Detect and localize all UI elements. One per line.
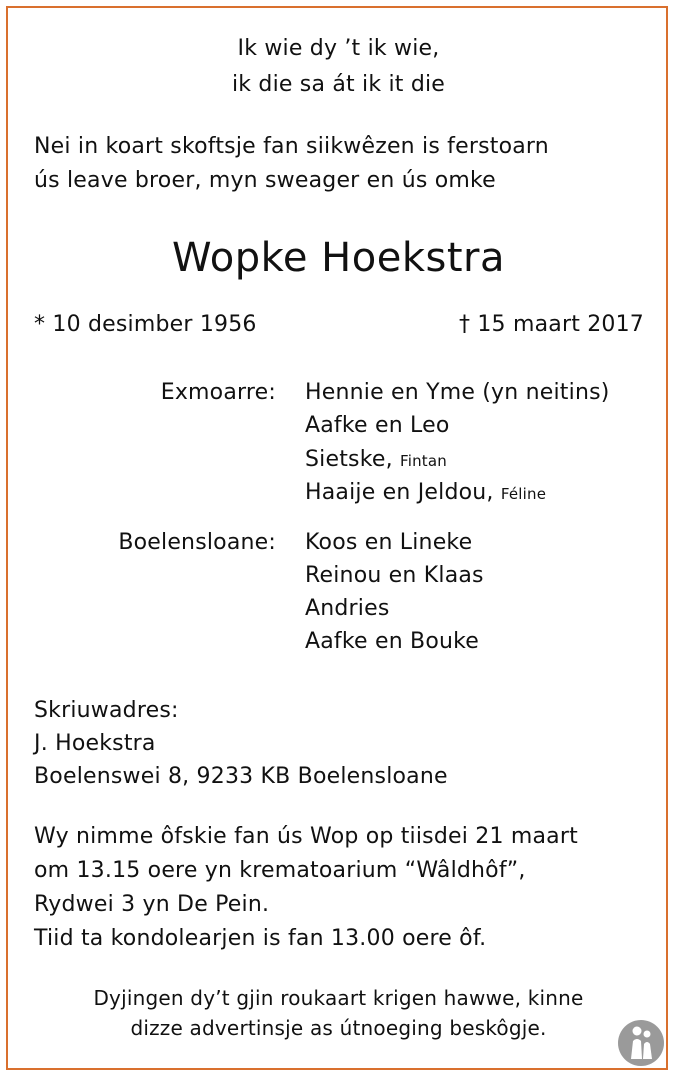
family-member <box>305 445 447 476</box>
family-place-boelensloane: Boelensloane: <box>118 530 276 555</box>
farewell-line-2: om 13.15 oere yn krematoarium “Wâldhôf”, <box>34 858 526 883</box>
address-label: Skriuwadres: <box>34 698 179 723</box>
family-place-exmoarre: Exmoarre: <box>160 380 276 405</box>
motto-line-1: Ik wie dy ’t ik wie, <box>237 36 440 61</box>
family-member: Koos en Lineke <box>305 530 473 555</box>
farewell-line-3: Rydwei 3 yn De Pein. <box>34 892 270 917</box>
birth-date: * 10 desimber 1956 <box>34 312 257 337</box>
intro-line-2: ús leave broer, myn sweager en ús omke <box>34 168 496 193</box>
note-line-2: dizze advertinsje as útnoeging beskôgje. <box>130 1016 547 1040</box>
note-line-1: Dyjingen dy’t gjin roukaart krigen hawwe, kinne <box>93 986 584 1010</box>
family-member-children: Féline <box>500 485 547 503</box>
family-member <box>305 478 546 509</box>
family-member: Aafke en Leo <box>305 413 450 438</box>
mourning-figures-logo-icon <box>617 1019 665 1067</box>
intro-line-1: Nei in koart skoftsje fan siikwêzen is ferstoarn <box>34 134 549 159</box>
family-member-children: Fintan <box>400 452 447 470</box>
family-member: Reinou en Klaas <box>305 563 484 588</box>
address-street: Boelenswei 8, 9233 KB Boelensloane <box>34 764 448 789</box>
family-member: Aafke en Bouke <box>305 629 480 654</box>
farewell-line-1: Wy nimme ôfskie fan ús Wop op tiisdei 21 maart <box>34 824 578 849</box>
motto-line-2: ik die sa át ik it die <box>231 72 446 97</box>
death-date: † 15 maart 2017 <box>458 312 644 337</box>
family-member: Hennie en Yme (yn neitins) <box>305 380 610 405</box>
family-member: Andries <box>305 596 390 621</box>
family-member-name: Sietske, <box>305 447 393 472</box>
farewell-line-4: Tiid ta kondolearjen is fan 13.00 oere ôf. <box>34 926 487 951</box>
deceased-name: Wopke Hoekstra <box>172 235 505 281</box>
address-name: J. Hoekstra <box>34 731 156 756</box>
family-member-name: Haaije en Jeldou, <box>305 480 494 505</box>
